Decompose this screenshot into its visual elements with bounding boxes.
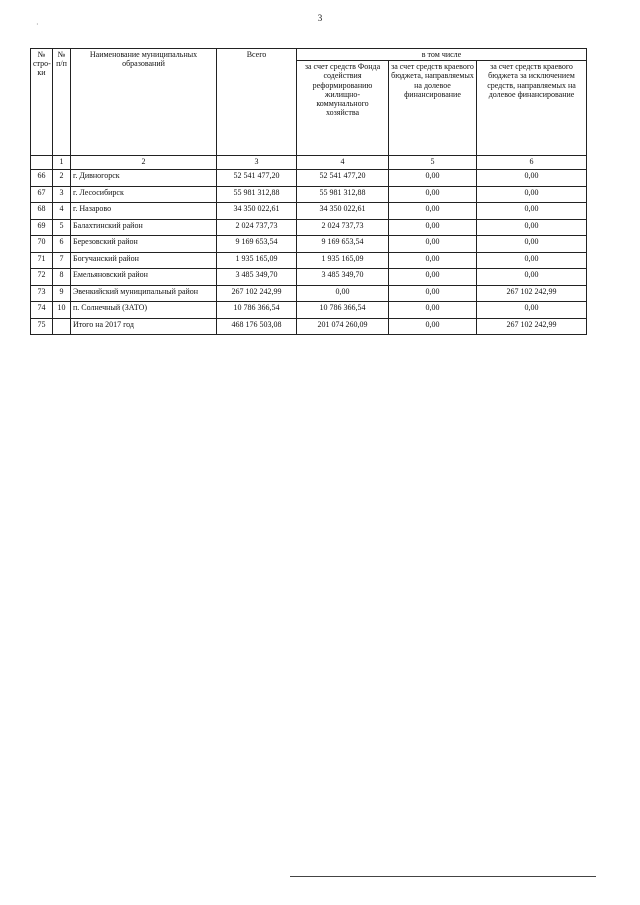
cell-fund: 55 981 312,88 xyxy=(297,186,389,203)
cell-pp-no: 5 xyxy=(53,219,71,236)
cell-fund: 10 786 366,54 xyxy=(297,302,389,319)
cell-except: 267 102 242,99 xyxy=(477,285,587,302)
cell-share: 0,00 xyxy=(389,186,477,203)
total-row xyxy=(31,318,587,335)
col-number: 2 xyxy=(71,156,217,170)
cell-row-no: 66 xyxy=(31,170,53,187)
cell-name: Березовский район xyxy=(71,236,217,253)
cell-fund: 201 074 260,09 xyxy=(297,318,389,335)
cell-name: Эвенкийский муниципальный район xyxy=(71,285,217,302)
cell-except: 0,00 xyxy=(477,252,587,269)
cell-fund: 34 350 022,61 xyxy=(297,203,389,220)
table-row xyxy=(31,203,587,220)
cell-fund: 1 935 165,09 xyxy=(297,252,389,269)
cell-except: 0,00 xyxy=(477,186,587,203)
table-row xyxy=(31,236,587,253)
header-row-top xyxy=(31,49,587,61)
cell-except: 267 102 242,99 xyxy=(477,318,587,335)
cell-name: г. Дивногорск xyxy=(71,170,217,187)
cell-total: 9 169 653,54 xyxy=(217,236,297,253)
header-row-no: № стро-ки xyxy=(31,49,53,156)
cell-pp-no: 3 xyxy=(53,186,71,203)
cell-row-no: 72 xyxy=(31,269,53,286)
cell-fund: 52 541 477,20 xyxy=(297,170,389,187)
cell-row-no: 67 xyxy=(31,186,53,203)
cell-total: 1 935 165,09 xyxy=(217,252,297,269)
cell-pp-no: 8 xyxy=(53,269,71,286)
table-row xyxy=(31,269,587,286)
cell-pp-no: 6 xyxy=(53,236,71,253)
cell-fund: 9 169 653,54 xyxy=(297,236,389,253)
cell-except: 0,00 xyxy=(477,219,587,236)
table-row xyxy=(31,219,587,236)
table-row xyxy=(31,170,587,187)
cell-except: 0,00 xyxy=(477,203,587,220)
cell-share: 0,00 xyxy=(389,203,477,220)
page-number: 3 xyxy=(317,13,323,23)
header-total: Всего xyxy=(217,49,297,156)
cell-total: 52 541 477,20 xyxy=(217,170,297,187)
col-number: 1 xyxy=(53,156,71,170)
cell-pp-no: 7 xyxy=(53,252,71,269)
cell-except: 0,00 xyxy=(477,170,587,187)
cell-share: 0,00 xyxy=(389,170,477,187)
cell-pp-no: 9 xyxy=(53,285,71,302)
cell-total: 468 176 503,08 xyxy=(217,318,297,335)
cell-except: 0,00 xyxy=(477,269,587,286)
cell-name: Итого на 2017 год xyxy=(71,318,217,335)
cell-name: п. Солнечный (ЗАТО) xyxy=(71,302,217,319)
cell-share: 0,00 xyxy=(389,219,477,236)
table-row xyxy=(31,186,587,203)
cell-total: 3 485 349,70 xyxy=(217,269,297,286)
cell-row-no: 70 xyxy=(31,236,53,253)
cell-name: Балахтинский район xyxy=(71,219,217,236)
header-including: в том числе xyxy=(297,49,587,61)
cell-total: 34 350 022,61 xyxy=(217,203,297,220)
scan-mark: · xyxy=(36,20,39,29)
cell-pp-no: 10 xyxy=(53,302,71,319)
cell-total: 2 024 737,73 xyxy=(217,219,297,236)
cell-except: 0,00 xyxy=(477,302,587,319)
cell-pp-no: 4 xyxy=(53,203,71,220)
cell-row-no: 71 xyxy=(31,252,53,269)
col-number: 6 xyxy=(477,156,587,170)
cell-row-no: 75 xyxy=(31,318,53,335)
cell-pp-no: 2 xyxy=(53,170,71,187)
cell-share: 0,00 xyxy=(389,236,477,253)
cell-pp-no xyxy=(53,318,71,335)
header-regional-share: за счет средств краевого бюджета, направляемых на долевое финансирование xyxy=(389,61,477,156)
cell-row-no: 73 xyxy=(31,285,53,302)
cell-share: 0,00 xyxy=(389,285,477,302)
cell-fund: 0,00 xyxy=(297,285,389,302)
table-row xyxy=(31,302,587,319)
cell-total: 55 981 312,88 xyxy=(217,186,297,203)
col-number: 5 xyxy=(389,156,477,170)
cell-name: г. Назарово xyxy=(71,203,217,220)
cell-fund: 3 485 349,70 xyxy=(297,269,389,286)
cell-share: 0,00 xyxy=(389,252,477,269)
header-name: Наименование муниципальных образований xyxy=(71,49,217,156)
cell-name: Богучанский район xyxy=(71,252,217,269)
bottom-scan-line xyxy=(290,876,596,877)
cell-row-no: 68 xyxy=(31,203,53,220)
cell-share: 0,00 xyxy=(389,269,477,286)
col-number xyxy=(31,156,53,170)
table-row xyxy=(31,285,587,302)
header-fund: за счет средств Фонда содействия реформированию жилищно-коммунального хозяйства xyxy=(297,61,389,156)
header-regional-except: за счет средств краевого бюджета за исключением средств, направляемых на долевое финансирование xyxy=(477,61,587,156)
header-pp-no: № п/п xyxy=(53,49,71,156)
table-row xyxy=(31,252,587,269)
cell-total: 267 102 242,99 xyxy=(217,285,297,302)
cell-share: 0,00 xyxy=(389,302,477,319)
cell-name: г. Лесосибирск xyxy=(71,186,217,203)
cell-except: 0,00 xyxy=(477,236,587,253)
column-number-row xyxy=(31,156,587,170)
cell-name: Емельяновский район xyxy=(71,269,217,286)
cell-row-no: 74 xyxy=(31,302,53,319)
financing-table xyxy=(30,48,587,335)
cell-total: 10 786 366,54 xyxy=(217,302,297,319)
col-number: 4 xyxy=(297,156,389,170)
cell-fund: 2 024 737,73 xyxy=(297,219,389,236)
col-number: 3 xyxy=(217,156,297,170)
cell-row-no: 69 xyxy=(31,219,53,236)
cell-share: 0,00 xyxy=(389,318,477,335)
